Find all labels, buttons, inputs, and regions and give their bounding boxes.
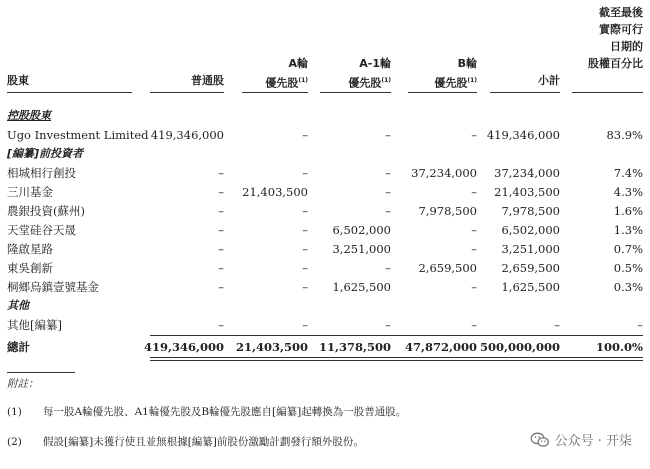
header-rule-a: [242, 92, 308, 93]
section-controlling: 控股股東: [7, 109, 51, 122]
table-row: 桐鄉烏鎮壹號基金 – – 1,625,500 – 1,625,500 0.3%: [7, 280, 643, 294]
total-rule-bottom-1: [150, 357, 643, 358]
notes-rule: [7, 372, 75, 373]
total-row: 總計 419,346,000 21,403,500 11,378,500 47,872,000 500,000,000 100.0%: [7, 340, 643, 354]
note-1: (1) 每一股A輪優先股、A1輪優先股及B輪優先股應自[編纂]起轉換為一股普通股。: [7, 406, 407, 418]
watermark-text: 公众号 · 开柒: [554, 434, 632, 449]
table-row: 相城相行創投 – – – 37,234,000 37,234,000 7.4%: [7, 166, 643, 180]
notes-heading: 附註：: [7, 378, 39, 390]
table-row: 三川基金 – 21,403,500 – – 21,403,500 4.3%: [7, 185, 643, 199]
header-percentage: 截至最後 實際可行 日期的 股權百分比: [588, 6, 643, 70]
total-rule-top: [150, 335, 643, 336]
header-a1-pref: A-1輪 優先股$^{(1)}$: [348, 57, 391, 90]
total-rule-bottom-2: [150, 360, 643, 361]
header-rule-ordinary: [150, 92, 224, 93]
header-rule-subtotal: [490, 92, 560, 93]
wechat-icon: [530, 432, 550, 448]
note-2: (2) 假設[編纂]未獲行使且並無根據[編纂]前股份激勵計劃發行額外股份。: [7, 436, 364, 448]
table-row: 東吳創新 – – – 2,659,500 2,659,500 0.5%: [7, 261, 643, 275]
table-row: 其他[編纂] – – – – – –: [7, 318, 643, 332]
table-row: 隆啟星路 – – 3,251,000 – 3,251,000 0.7%: [7, 242, 643, 256]
section-pre-ipo: [編纂]前投資者: [7, 147, 84, 160]
header-rule-shareholder: [7, 92, 132, 93]
header-rule-b: [408, 92, 477, 93]
header-rule-a1: [320, 92, 391, 93]
section-others: 其他: [7, 299, 29, 312]
header-a-pref: A輪 優先股$^{(1)}$: [265, 57, 308, 90]
header-rule-pct: [572, 92, 643, 93]
header-ordinary: 普通股: [191, 74, 224, 87]
table-row: 天堂硅谷天晟 – – 6,502,000 – 6,502,000 1.3%: [7, 223, 643, 237]
table-row: 農銀投資(蘇州) – – – 7,978,500 7,978,500 1.6%: [7, 204, 643, 218]
header-b-pref: B輪 優先股$^{(1)}$: [434, 57, 477, 90]
table-row: Ugo Investment Limited 419,346,000 – – – 419,346,000 83.9%: [7, 128, 643, 142]
header-subtotal: 小計: [538, 74, 560, 87]
watermark: [530, 430, 632, 449]
header-shareholder: 股東: [7, 74, 29, 87]
